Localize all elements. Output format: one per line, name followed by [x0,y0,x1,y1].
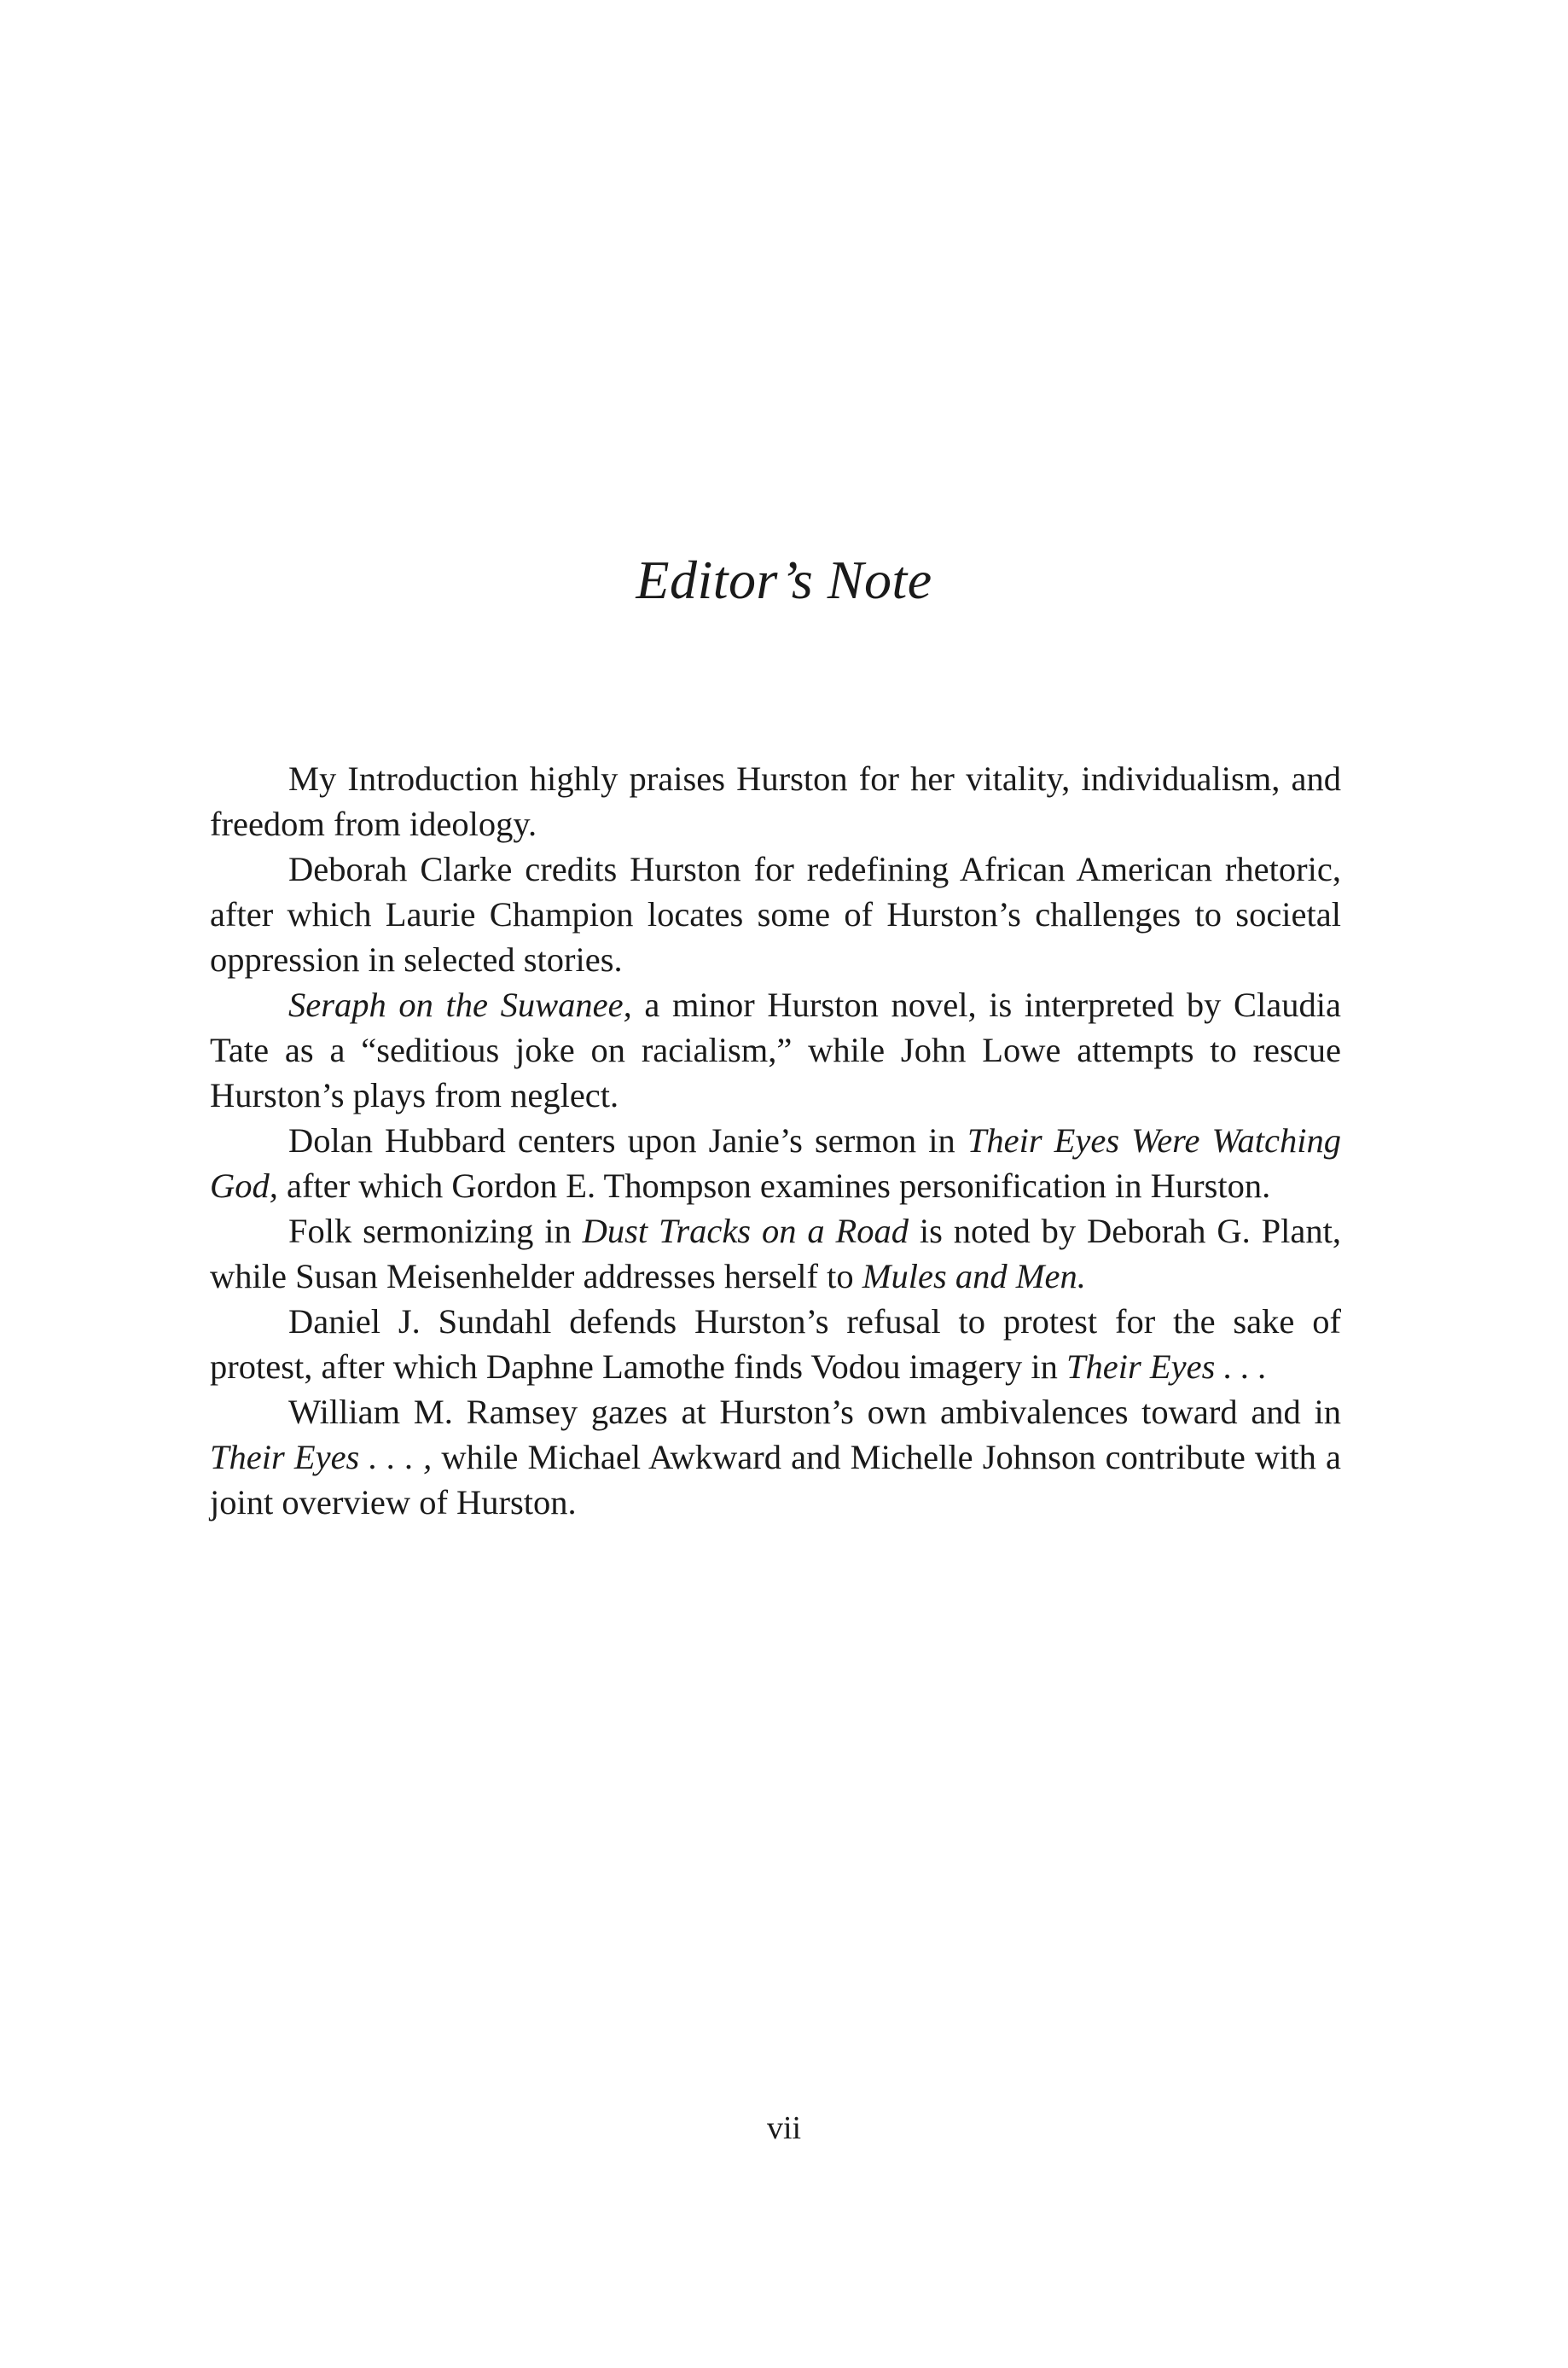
italic-title-text: Mules and Men. [862,1257,1086,1295]
paragraph-text: while Michael Awkward and Michelle Johnson contribute with a joint overview of Hurston. [210,1438,1341,1521]
body-text [210,756,1341,1525]
paragraph-text: is noted by Deborah G. Plant, while Susan Meisenhelder addresses herself to [210,1212,1341,1295]
paragraph-text: William M. Ramsey gazes at Hurston’s own ambivalences toward and in [288,1393,1341,1431]
paragraph-text: Folk sermonizing in [288,1212,583,1250]
page-title: Editor’s Note [636,550,932,610]
paragraph-text: My Introduction highly praises Hurston for her vitality, individualism, and freedom from ideology. [210,759,1341,843]
italic-title-text: Their Eyes . . . , [210,1438,433,1476]
paragraph-text: a minor Hurston novel, is interpreted by Claudia Tate as a “seditious joke on racialism,” while John Lowe attempts to rescue Hurston’s plays from neglect. [210,986,1341,1114]
paragraph [210,847,1341,982]
italic-title-text: Dust Tracks on a Road [582,1212,909,1250]
paragraph-text: Daniel J. Sundahl defends Hurston’s refusal to protest for the sake of protest, after which Daphne Lamothe finds Vodou imagery in [210,1302,1341,1386]
page-number: vii [766,2110,802,2146]
italic-title-text: Their Eyes . . . [1066,1347,1268,1386]
paragraph-text: Dolan Hubbard centers upon Janie’s sermon in [288,1121,967,1160]
paragraph [210,1389,1341,1525]
paragraph [210,1299,1341,1389]
paragraph [210,1118,1341,1208]
italic-title-text: Seraph on the Suwanee, [288,986,632,1024]
paragraph [210,1208,1341,1299]
italic-title-text: Their Eyes Were Watching God, [210,1121,1341,1205]
paragraph-text: after which Gordon E. Thompson examines personification in Hurston. [277,1167,1271,1205]
paragraph [210,982,1341,1118]
paragraph-text: Deborah Clarke credits Hurston for redefining African American rhetoric, after which Laurie Champion locates some of Hurston’s challenges to societal oppression in selected stories. [210,850,1341,979]
paragraph [210,756,1341,847]
